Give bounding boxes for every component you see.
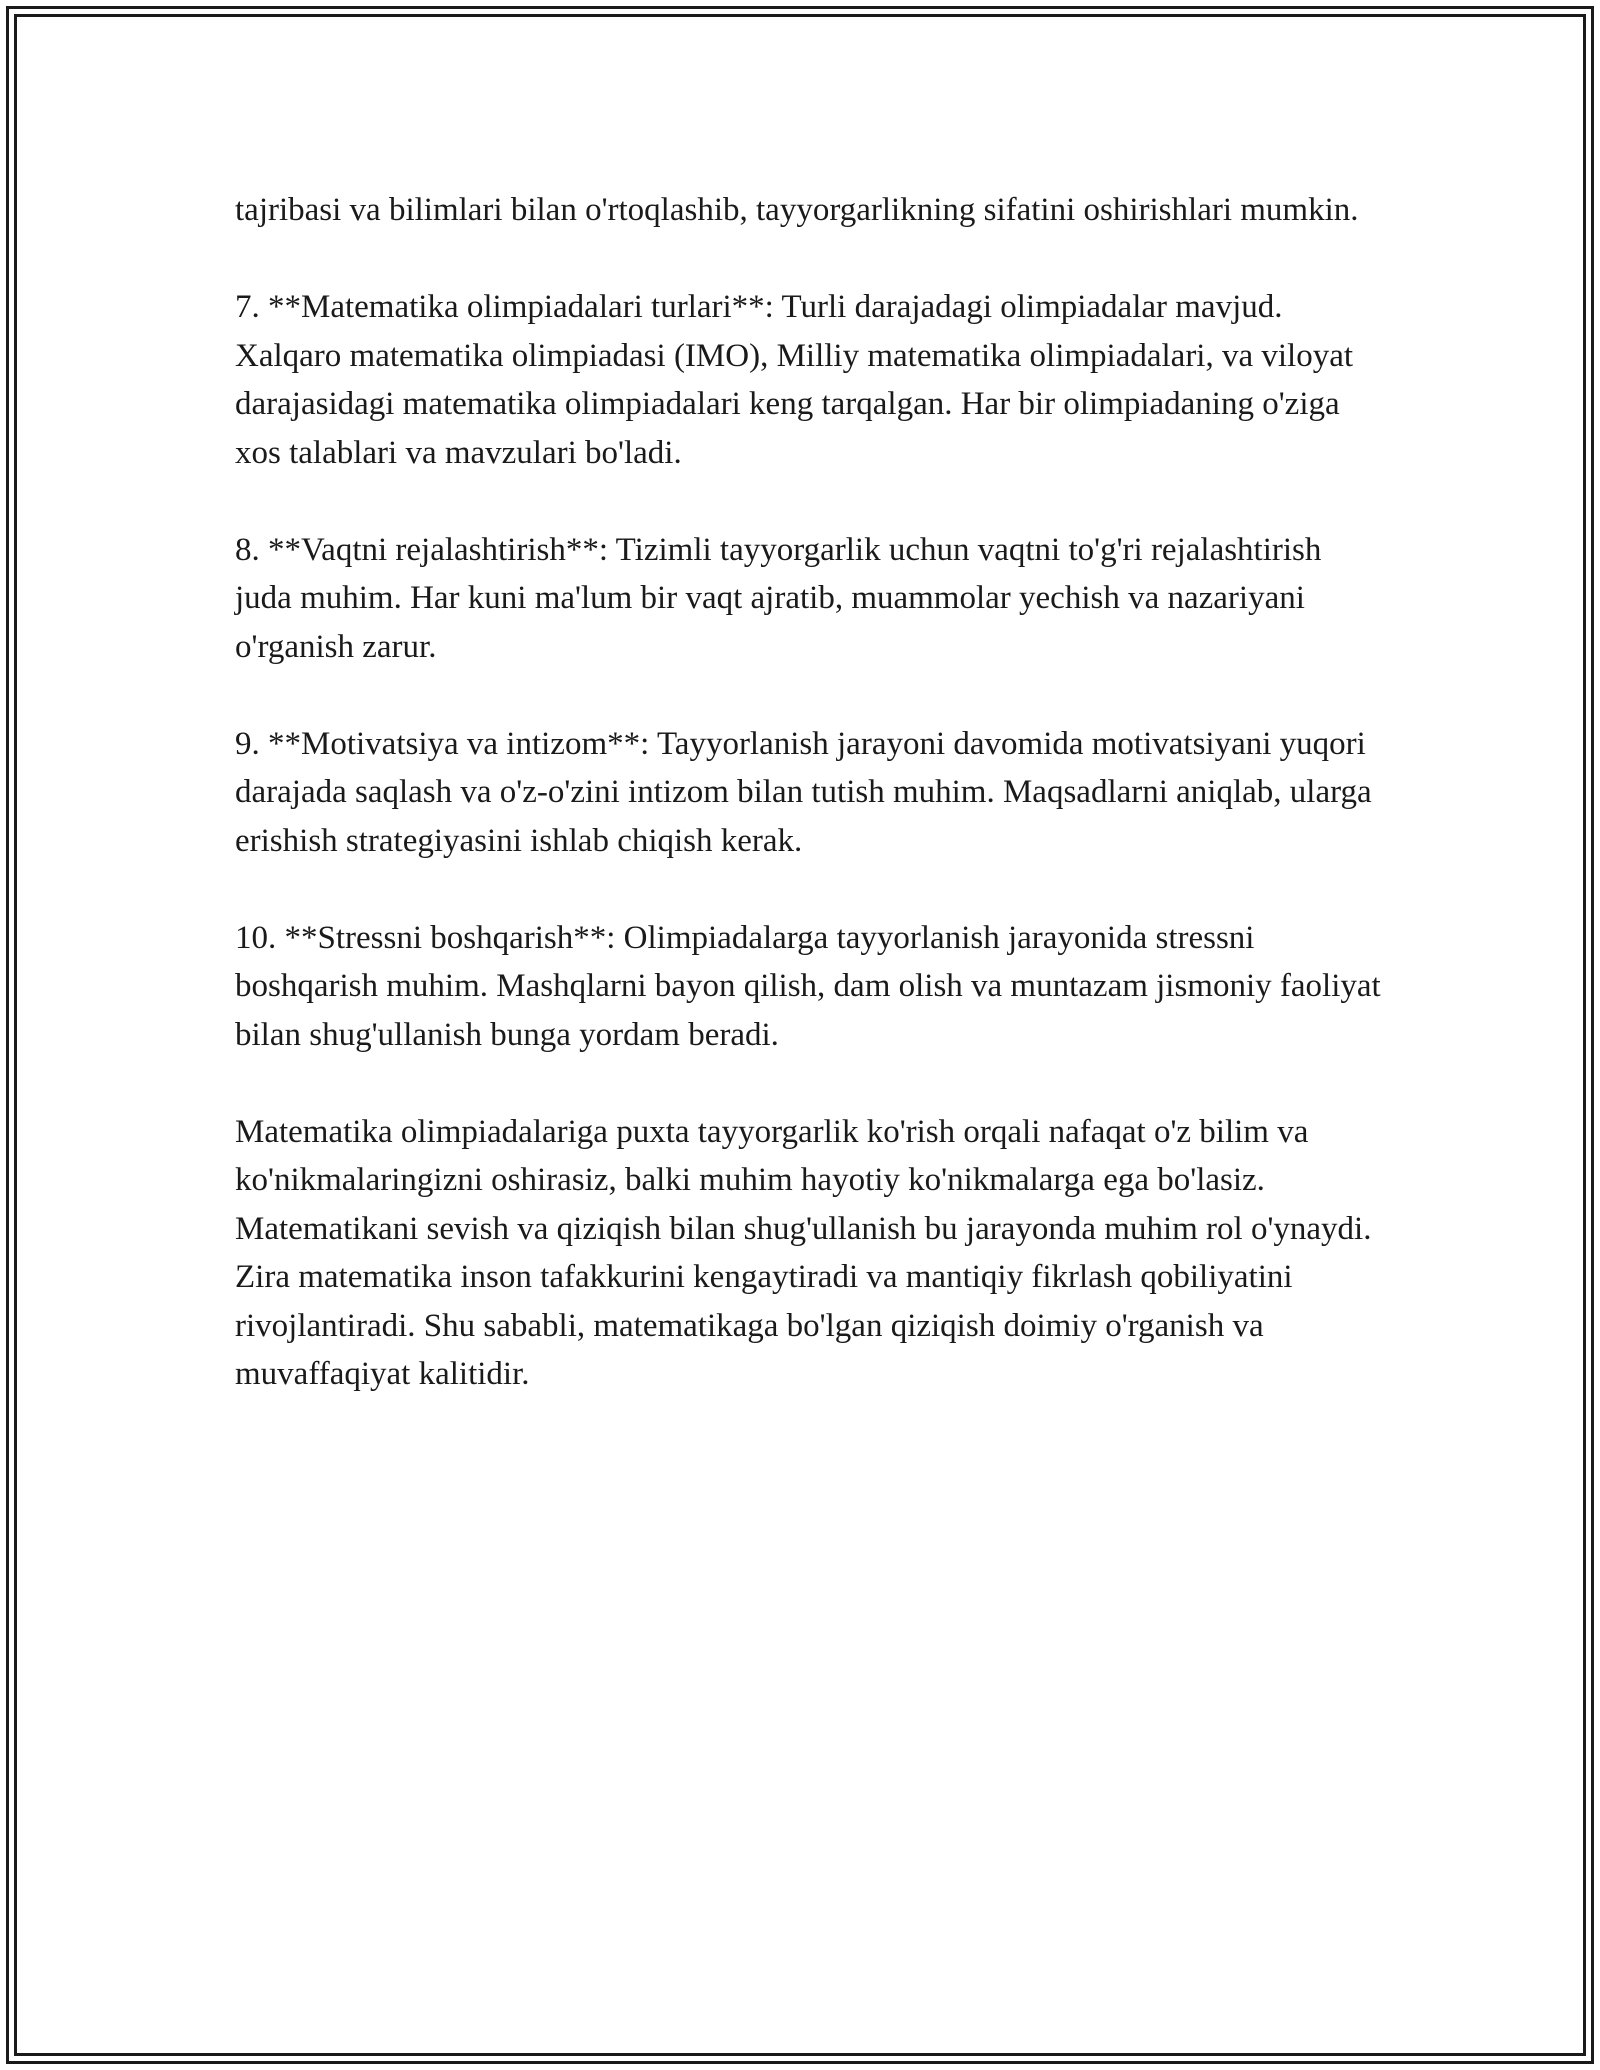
list-item-8-time-planning: 8. **Vaqtni rejalashtirish**: Tizimli tayyorgarlik uchun vaqtni to'g'ri rejalashtirish juda muhim. Har kuni ma'lum bir vaqt ajratib, muammolar yechish va nazariyani o'rganish zarur.	[235, 531, 1322, 665]
list-item-9-motivation: 9. **Motivatsiya va intizom**: Tayyorlanish jarayoni davomida motivatsiyani yuqori darajada saqlash va o'z-o'zini intizom bilan tutish muhim. Maqsadlarni aniqlab, ularga erishish strategiyasini ishlab chiqish kerak.	[235, 725, 1372, 859]
list-item-7-olympiad-types: 7. **Matematika olimpiadalari turlari**: Turli darajadagi olimpiadalar mavjud. Xalqaro matematika olimpiadasi (IMO), Milliy matematika olimpiadalari, va viloyat darajasidagi matematika olimpiadalari keng tarqalgan. Har bir olimpiadaning o'ziga xos talablari va mavzulari bo'ladi.	[235, 289, 1354, 471]
list-item-10-stress: 10. **Stressni boshqarish**: Olimpiadalarga tayyorlanish jarayonida stressni boshqarish muhim. Mashqlarni bayon qilish, dam olish va muntazam jismoniy faoliyat bilan shug'ullanish bunga yordam beradi.	[235, 919, 1381, 1053]
paragraph-continuation: tajribasi va bilimlari bilan o'rtoqlashib, tayyorgarlikning sifatini oshirishlari mumkin.	[235, 192, 1359, 228]
paragraph-conclusion: Matematika olimpiadalariga puxta tayyorgarlik ko'rish orqali nafaqat o'z bilim va ko'nikmalaringizni oshirasiz, balki muhim hayotiy ko'nikmalarga ega bo'lasiz. Matematikani sevish va qiziqish bilan shug'ullanish bu jarayonda muhim rol o'ynaydi. Zira matematika inson tafakkurini kengaytiradi va mantiqiy fikrlash qobiliyatini rivojlantiradi. Shu sababli, matematikaga bo'lgan qiziqish doimiy o'rganish va muvaffaqiyat kalitidir.	[235, 1113, 1372, 1392]
document-body	[235, 186, 1385, 1447]
